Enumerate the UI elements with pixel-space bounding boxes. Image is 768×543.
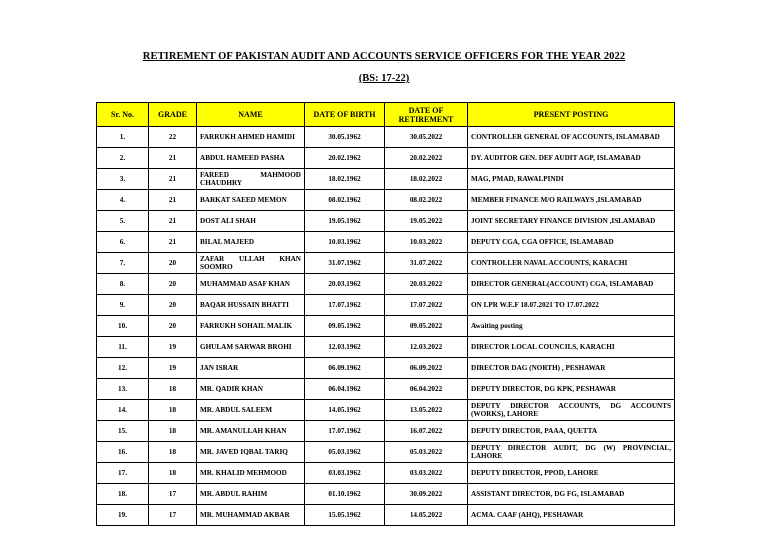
cell-sno: 12. xyxy=(97,358,149,379)
cell-name: MR. QADIR KHAN xyxy=(197,379,305,400)
table-row xyxy=(97,400,675,421)
cell-date-of-retirement: 20.02.2022 xyxy=(385,148,468,169)
table-row xyxy=(97,505,675,526)
cell-name: MR. JAVED IQBAL TARIQ xyxy=(197,442,305,463)
cell-date-of-retirement: 19.05.2022 xyxy=(385,211,468,232)
table-row xyxy=(97,316,675,337)
cell-present-posting: ON LPR W.E.F 18.07.2021 TO 17.07.2022 xyxy=(468,295,675,316)
cell-name: MR. AMANULLAH KHAN xyxy=(197,421,305,442)
cell-grade: 18 xyxy=(149,379,197,400)
cell-sno: 8. xyxy=(97,274,149,295)
cell-date-of-retirement: 16.07.2022 xyxy=(385,421,468,442)
cell-date-of-retirement: 14.05.2022 xyxy=(385,505,468,526)
cell-grade: 19 xyxy=(149,337,197,358)
table-header-row xyxy=(97,103,675,127)
cell-name: MR. ABDUL RAHIM xyxy=(197,484,305,505)
table-row xyxy=(97,274,675,295)
cell-grade: 19 xyxy=(149,358,197,379)
cell-date-of-birth: 09.05.1962 xyxy=(305,316,385,337)
cell-sno: 16. xyxy=(97,442,149,463)
cell-date-of-retirement: 31.07.2022 xyxy=(385,253,468,274)
cell-date-of-retirement: 10.03.2022 xyxy=(385,232,468,253)
table-row xyxy=(97,484,675,505)
cell-grade: 18 xyxy=(149,400,197,421)
cell-date-of-retirement: 05.03.2022 xyxy=(385,442,468,463)
cell-sno: 6. xyxy=(97,232,149,253)
cell-present-posting: DEPUTY DIRECTOR, PPOD, LAHORE xyxy=(468,463,675,484)
cell-date-of-birth: 31.07.1962 xyxy=(305,253,385,274)
cell-present-posting: CONTROLLER NAVAL ACCOUNTS, KARACHI xyxy=(468,253,675,274)
cell-date-of-birth: 12.03.1962 xyxy=(305,337,385,358)
cell-present-posting: MEMBER FINANCE M/O RAILWAYS ,ISLAMABAD xyxy=(468,190,675,211)
cell-date-of-birth: 03.03.1962 xyxy=(305,463,385,484)
cell-date-of-birth: 08.02.1962 xyxy=(305,190,385,211)
cell-present-posting: DEPUTY DIRECTOR ACCOUNTS, DG ACCOUNTS (WORKS), LAHORE xyxy=(468,400,675,421)
cell-date-of-birth: 10.03.1962 xyxy=(305,232,385,253)
table-row xyxy=(97,379,675,400)
cell-grade: 21 xyxy=(149,169,197,190)
table-row xyxy=(97,358,675,379)
cell-date-of-birth: 18.02.1962 xyxy=(305,169,385,190)
cell-grade: 20 xyxy=(149,274,197,295)
cell-name: DOST ALI SHAH xyxy=(197,211,305,232)
cell-name: MR. ABDUL SALEEM xyxy=(197,400,305,421)
cell-date-of-birth: 15.05.1962 xyxy=(305,505,385,526)
table-row xyxy=(97,421,675,442)
cell-name: BILAL MAJEED xyxy=(197,232,305,253)
cell-grade: 22 xyxy=(149,127,197,148)
cell-name: FARRUKH SOHAIL MALIK xyxy=(197,316,305,337)
cell-name: BAQAR HUSSAIN BHATTI xyxy=(197,295,305,316)
cell-date-of-birth: 17.07.1962 xyxy=(305,421,385,442)
cell-date-of-birth: 20.02.1962 xyxy=(305,148,385,169)
cell-date-of-retirement: 06.04.2022 xyxy=(385,379,468,400)
header-name: NAME xyxy=(197,103,305,127)
cell-grade: 18 xyxy=(149,442,197,463)
table-row xyxy=(97,169,675,190)
cell-date-of-retirement: 08.02.2022 xyxy=(385,190,468,211)
cell-grade: 17 xyxy=(149,484,197,505)
cell-date-of-birth: 05.03.1962 xyxy=(305,442,385,463)
cell-date-of-retirement: 06.09.2022 xyxy=(385,358,468,379)
cell-date-of-retirement: 17.07.2022 xyxy=(385,295,468,316)
cell-date-of-birth: 17.07.1962 xyxy=(305,295,385,316)
header-sno: Sr. No. xyxy=(97,103,149,127)
cell-grade: 21 xyxy=(149,148,197,169)
header-date-of-birth: DATE OF BIRTH xyxy=(305,103,385,127)
cell-date-of-retirement: 13.05.2022 xyxy=(385,400,468,421)
cell-date-of-birth: 06.04.1962 xyxy=(305,379,385,400)
cell-sno: 9. xyxy=(97,295,149,316)
cell-present-posting: JOINT SECRETARY FINANCE DIVISION ,ISLAMABAD xyxy=(468,211,675,232)
cell-present-posting: DEPUTY DIRECTOR, DG KPK, PESHAWAR xyxy=(468,379,675,400)
table-row xyxy=(97,442,675,463)
cell-present-posting: ACMA. CAAF (AHQ), PESHAWAR xyxy=(468,505,675,526)
cell-present-posting: CONTROLLER GENERAL OF ACCOUNTS, ISLAMABAD xyxy=(468,127,675,148)
cell-date-of-retirement: 30.05.2022 xyxy=(385,127,468,148)
table-row xyxy=(97,337,675,358)
header-present-posting: PRESENT POSTING xyxy=(468,103,675,127)
cell-sno: 1. xyxy=(97,127,149,148)
table-row xyxy=(97,295,675,316)
header-grade: GRADE xyxy=(149,103,197,127)
cell-name: ABDUL HAMEED PASHA xyxy=(197,148,305,169)
cell-sno: 10. xyxy=(97,316,149,337)
cell-sno: 17. xyxy=(97,463,149,484)
cell-present-posting: DIRECTOR GENERAL(ACCOUNT) CGA, ISLAMABAD xyxy=(468,274,675,295)
table-row xyxy=(97,463,675,484)
cell-present-posting: DEPUTY DIRECTOR, PAAA, QUETTA xyxy=(468,421,675,442)
cell-sno: 15. xyxy=(97,421,149,442)
cell-date-of-retirement: 12.03.2022 xyxy=(385,337,468,358)
cell-sno: 4. xyxy=(97,190,149,211)
cell-name: FAREED MAHMOOD CHAUDHRY xyxy=(197,169,305,190)
document-subtitle: (BS: 17-22) xyxy=(358,73,410,84)
cell-grade: 20 xyxy=(149,253,197,274)
cell-sno: 18. xyxy=(97,484,149,505)
cell-date-of-birth: 20.03.1962 xyxy=(305,274,385,295)
header-date-of-retirement: DATE OF RETIREMENT xyxy=(385,103,468,127)
table-row xyxy=(97,232,675,253)
table-row xyxy=(97,253,675,274)
cell-grade: 20 xyxy=(149,316,197,337)
cell-name: MR. KHALID MEHMOOD xyxy=(197,463,305,484)
cell-date-of-birth: 19.05.1962 xyxy=(305,211,385,232)
table-row xyxy=(97,211,675,232)
cell-name: BARKAT SAEED MEMON xyxy=(197,190,305,211)
cell-date-of-birth: 30.05.1962 xyxy=(305,127,385,148)
table-row xyxy=(97,190,675,211)
cell-grade: 20 xyxy=(149,295,197,316)
cell-date-of-retirement: 09.05.2022 xyxy=(385,316,468,337)
cell-date-of-retirement: 20.03.2022 xyxy=(385,274,468,295)
cell-grade: 18 xyxy=(149,463,197,484)
cell-date-of-retirement: 30.09.2022 xyxy=(385,484,468,505)
cell-grade: 18 xyxy=(149,421,197,442)
cell-name: FARRUKH AHMED HAMIDI xyxy=(197,127,305,148)
cell-sno: 2. xyxy=(97,148,149,169)
cell-sno: 11. xyxy=(97,337,149,358)
cell-present-posting: DEPUTY CGA, CGA OFFICE, ISLAMABAD xyxy=(468,232,675,253)
cell-present-posting: ASSISTANT DIRECTOR, DG FG, ISLAMABAD xyxy=(468,484,675,505)
cell-sno: 19. xyxy=(97,505,149,526)
cell-present-posting: MAG, PMAD, RAWALPINDI xyxy=(468,169,675,190)
retirement-table xyxy=(96,102,675,526)
cell-present-posting: DY. AUDITOR GEN. DEF AUDIT AGP, ISLAMABAD xyxy=(468,148,675,169)
cell-name: GHULAM SARWAR BROHI xyxy=(197,337,305,358)
cell-date-of-birth: 06.09.1962 xyxy=(305,358,385,379)
document-title: RETIREMENT OF PAKISTAN AUDIT AND ACCOUNTS SERVICE OFFICERS FOR THE YEAR 2022 xyxy=(142,51,626,62)
cell-date-of-retirement: 18.02.2022 xyxy=(385,169,468,190)
cell-grade: 17 xyxy=(149,505,197,526)
cell-name: MUHAMMAD ASAF KHAN xyxy=(197,274,305,295)
cell-date-of-retirement: 03.03.2022 xyxy=(385,463,468,484)
cell-sno: 13. xyxy=(97,379,149,400)
cell-present-posting: Awaiting posting xyxy=(468,316,675,337)
cell-date-of-birth: 01.10.1962 xyxy=(305,484,385,505)
table-row xyxy=(97,148,675,169)
cell-name: JAN ISRAR xyxy=(197,358,305,379)
cell-name: MR. MUHAMMAD AKBAR xyxy=(197,505,305,526)
cell-grade: 21 xyxy=(149,211,197,232)
cell-present-posting: DIRECTOR DAG (NORTH) , PESHAWAR xyxy=(468,358,675,379)
table-body xyxy=(97,127,675,526)
cell-sno: 14. xyxy=(97,400,149,421)
cell-grade: 21 xyxy=(149,232,197,253)
cell-date-of-birth: 14.05.1962 xyxy=(305,400,385,421)
cell-present-posting: DEPUTY DIRECTOR AUDIT, DG (W) PROVINCIAL, LAHORE xyxy=(468,442,675,463)
cell-grade: 21 xyxy=(149,190,197,211)
cell-present-posting: DIRECTOR LOCAL COUNCILS, KARACHI xyxy=(468,337,675,358)
cell-sno: 5. xyxy=(97,211,149,232)
cell-name: ZAFAR ULLAH KHAN SOOMRO xyxy=(197,253,305,274)
cell-sno: 3. xyxy=(97,169,149,190)
cell-sno: 7. xyxy=(97,253,149,274)
table-row xyxy=(97,127,675,148)
